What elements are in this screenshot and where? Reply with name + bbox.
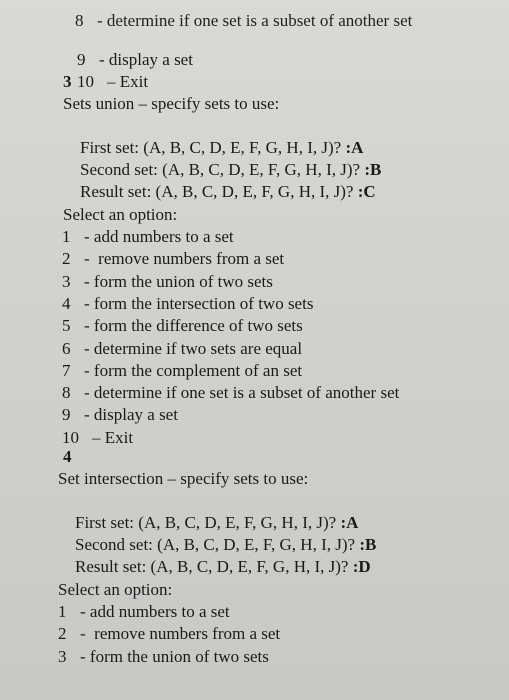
menu-item-6: 6 - determine if two sets are equal	[62, 338, 303, 358]
menu-item-8: 8 - determine if one set is a subset of another set	[62, 383, 400, 403]
menu-item-9: 9 - display a set	[77, 50, 193, 69]
intersection-result-set: Result set: (A, B, C, D, E, F, G, H, I, J)? :D	[75, 557, 371, 576]
intersection-first-set: First set: (A, B, C, D, E, F, G, H, I, J)? :A	[75, 513, 359, 532]
intersection-second-set: Second set: (A, B, C, D, E, F, G, H, I, J)? :B	[75, 535, 377, 554]
select-option-heading-2: Select an option:	[58, 580, 173, 599]
menu-item-2: 2 - remove numbers from a set	[58, 624, 281, 644]
menu-item-2: 2 - remove numbers from a set	[62, 249, 285, 269]
cut-off-menu-line: 8 - determine if one set is a subset of another set	[75, 11, 413, 30]
menu-item-3: 3 - form the union of two sets	[62, 271, 273, 291]
union-second-set: Second set: (A, B, C, D, E, F, G, H, I, J)? :B	[80, 160, 382, 179]
menu-item-10: 10 – Exit	[77, 72, 149, 91]
union-first-set: First set: (A, B, C, D, E, F, G, H, I, J)? :A	[80, 138, 364, 157]
menu-item-1: 1 - add numbers to a set	[58, 602, 230, 621]
intersection-prompt: Set intersection – specify sets to use:	[58, 469, 309, 488]
menu-item-7: 7 - form the complement of an set	[62, 360, 303, 380]
union-result-set: Result set: (A, B, C, D, E, F, G, H, I, J)? :C	[80, 182, 376, 201]
menu-item-10: 10 – Exit	[62, 427, 134, 447]
select-option-heading: Select an option:	[63, 205, 178, 224]
union-prompt: Sets union – specify sets to use:	[63, 94, 280, 113]
menu-item-1: 1 - add numbers to a set	[62, 227, 234, 246]
menu-item-5: 5 - form the difference of two sets	[62, 316, 303, 336]
menu-item-4: 4 - form the intersection of two sets	[62, 293, 314, 313]
menu-item-9: 9 - display a set	[62, 405, 178, 425]
user-input-4: 4	[63, 447, 72, 466]
user-input-3: 3	[63, 72, 72, 91]
menu-item-3: 3 - form the union of two sets	[58, 646, 269, 666]
